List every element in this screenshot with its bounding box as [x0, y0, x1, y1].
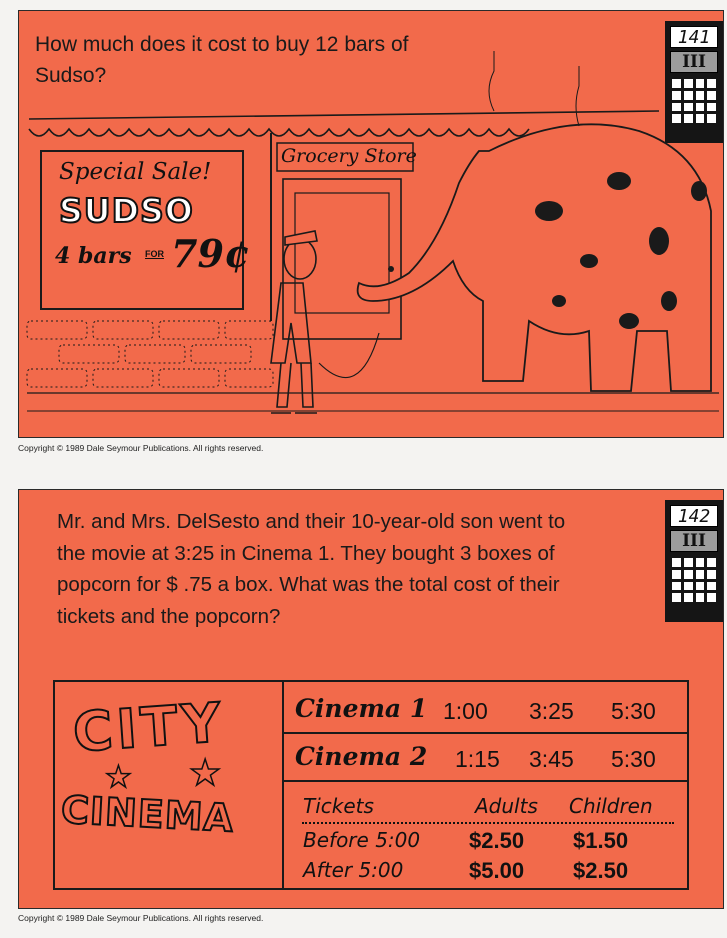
- level-indicator: III: [670, 530, 718, 552]
- sign-special-sale: Special Sale!: [59, 159, 212, 185]
- cinema-board: [53, 680, 689, 890]
- cinema-1-time: 3:25: [529, 698, 574, 724]
- cinema-2-time: 1:15: [455, 746, 500, 772]
- sign-product: SUDSO: [59, 191, 194, 230]
- sale-sign: [41, 151, 251, 309]
- cinema-1-time: 1:00: [443, 698, 488, 724]
- doorman-figure: [271, 231, 317, 413]
- sign-price: 79¢: [171, 231, 251, 276]
- star-icon: ★: [105, 761, 132, 794]
- city-cinema-logo: [55, 682, 282, 888]
- cinema-1-name: Cinema 1: [295, 694, 428, 723]
- problem-card-142: [18, 489, 724, 909]
- adult-price: $5.00: [469, 858, 525, 883]
- adults-header: Adults: [475, 794, 538, 818]
- child-price: $2.50: [573, 858, 629, 883]
- cinema-2-time: 3:45: [529, 746, 574, 772]
- row-divider: [282, 732, 687, 734]
- logo-city: CITY: [70, 690, 227, 765]
- cinema-1-time: 5:30: [611, 698, 656, 724]
- ticket-row-label: Before 5:00: [303, 828, 421, 852]
- sign-quantity: 4 bars: [55, 243, 132, 269]
- dotted-divider: [302, 822, 674, 824]
- store-sign: Grocery Store: [281, 145, 417, 167]
- sign-for: FOR: [145, 249, 164, 259]
- card-badge: [665, 500, 723, 622]
- calculator-icon: [672, 558, 716, 602]
- logo-cinema: CINEMA: [59, 787, 236, 841]
- brick-wall: [27, 321, 273, 387]
- problem-card-141: [18, 10, 724, 438]
- cinema-2-time: 5:30: [611, 746, 656, 772]
- card-number: 142: [670, 505, 718, 527]
- cinema-2-name: Cinema 2: [295, 742, 428, 771]
- children-header: Children: [569, 794, 653, 818]
- adult-price: $2.50: [469, 828, 525, 853]
- board-divider: [282, 682, 284, 888]
- level-indicator: III: [670, 51, 718, 73]
- question-text: How much does it cost to buy 12 bars of Sudso?: [35, 33, 409, 87]
- star-icon: ★: [189, 752, 222, 793]
- row-divider: [282, 780, 687, 782]
- ticket-row-label: After 5:00: [303, 858, 404, 882]
- question-text: Mr. and Mrs. DelSesto and their 10-year-old son went to the movie at 3:25 in Cinema 1. They bought 3 boxes of popcorn for $ .75 a box. What was the total cost of their tickets and the popcorn?: [57, 510, 566, 628]
- tickets-header: Tickets: [303, 794, 374, 818]
- copyright-2: Copyright © 1989 Dale Seymour Publications. All rights reserved.: [18, 913, 264, 923]
- child-price: $1.50: [573, 828, 629, 853]
- card-number: 141: [670, 26, 718, 48]
- copyright-1: Copyright © 1989 Dale Seymour Publications. All rights reserved.: [18, 443, 264, 453]
